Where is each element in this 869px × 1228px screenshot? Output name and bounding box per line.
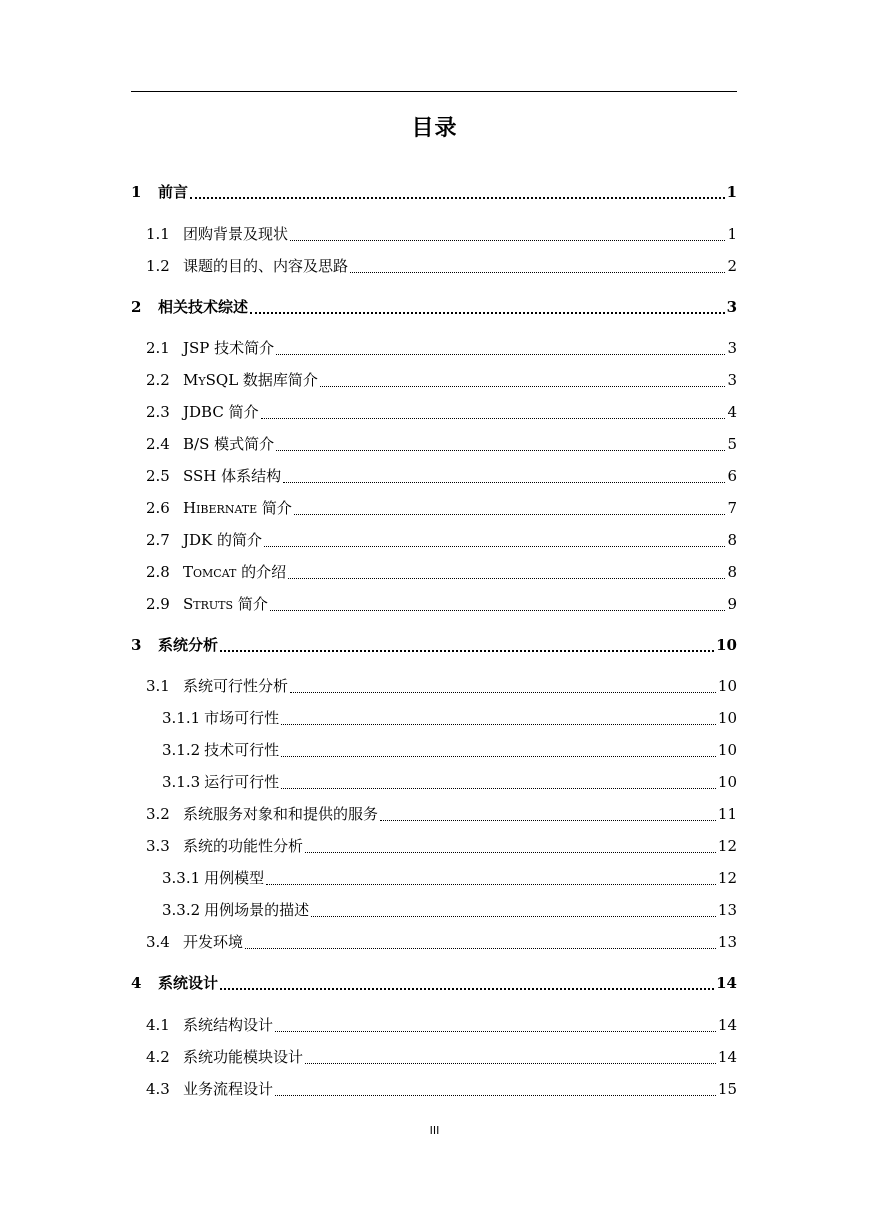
toc-entry-title: 系统服务对象和和提供的服务 — [183, 805, 379, 823]
toc-entry-page: 12 — [717, 869, 737, 887]
toc-entry-number: 2.9 — [146, 595, 170, 613]
toc-dot-leader — [250, 312, 725, 314]
toc-entry-number: 2.1 — [146, 339, 170, 357]
toc-entry-page: 10 — [716, 636, 737, 654]
toc-entry-1-1[interactable] — [146, 224, 737, 244]
toc-entry-number: 2.8 — [146, 563, 170, 581]
toc-entry-title: 运行可行性 — [204, 773, 280, 791]
toc-entry-number: 2.4 — [146, 435, 170, 453]
toc-dot-leader — [261, 418, 726, 419]
toc-entry-number: 3.1.1 — [162, 709, 201, 727]
toc-entry-page: 13 — [717, 933, 737, 951]
toc-entry-title: MySQL 数据库简介 — [183, 371, 318, 389]
toc-entry-page: 5 — [727, 435, 737, 453]
toc-entry-number: 3.2 — [146, 805, 170, 823]
toc-dot-leader — [290, 692, 716, 693]
toc-entry-title: 技术可行性 — [204, 741, 280, 759]
toc-entry-page: 14 — [716, 974, 737, 992]
toc-entry-4-2[interactable] — [146, 1047, 737, 1067]
toc-entry-page: 13 — [717, 901, 737, 919]
toc-entry-title: 用例场景的描述 — [204, 901, 310, 919]
toc-entry-title: 团购背景及现状 — [183, 225, 289, 243]
toc-entry-number: 3.4 — [146, 933, 170, 951]
toc-dot-leader — [281, 756, 716, 757]
toc-dot-leader — [320, 386, 726, 387]
toc-entry-3-1[interactable] — [146, 676, 737, 696]
toc-entry-2-7[interactable] — [146, 530, 737, 550]
toc-entry-2-8[interactable] — [146, 562, 737, 582]
toc-dot-leader — [276, 450, 725, 451]
toc-entry-page: 7 — [727, 499, 737, 517]
toc-dot-leader — [283, 482, 725, 483]
toc-entry-number: 4.1 — [146, 1016, 170, 1034]
toc-entry-page: 1 — [727, 225, 737, 243]
toc-entry-number: 2.2 — [146, 371, 170, 389]
page-number-footer: III — [429, 1124, 440, 1137]
toc-entry-page: 4 — [727, 403, 737, 421]
toc-entry-3-3-1[interactable] — [162, 868, 737, 888]
page-title: 目录 — [411, 116, 458, 141]
toc-entry-page: 3 — [727, 339, 737, 357]
toc-dot-leader — [220, 988, 714, 990]
toc-entry-page: 10 — [717, 773, 737, 791]
toc-entry-number: 3.1 — [146, 677, 170, 695]
toc-entry-number: 1.2 — [146, 257, 170, 275]
toc-entry-title: 业务流程设计 — [183, 1080, 274, 1098]
toc-dot-leader — [275, 1031, 716, 1032]
toc-entry-title: 系统结构设计 — [183, 1016, 274, 1034]
toc-entry-2-2[interactable] — [146, 370, 737, 390]
toc-entry-number: 3.1.2 — [162, 741, 201, 759]
toc-entry-3-1-2[interactable] — [162, 740, 737, 760]
toc-entry-2-6[interactable] — [146, 498, 737, 518]
toc-entry-page: 11 — [717, 805, 737, 823]
toc-entry-page: 9 — [727, 595, 737, 613]
toc-entry-number: 3.1.3 — [162, 773, 201, 791]
toc-entry-title: JSP 技术简介 — [183, 339, 275, 357]
toc-entry-page: 8 — [727, 563, 737, 581]
toc-entry-number: 1 — [131, 183, 142, 201]
toc-entry-3-1-3[interactable] — [162, 772, 737, 792]
toc-entry-title: 相关技术综述 — [158, 298, 249, 316]
toc-entry-page: 2 — [727, 257, 737, 275]
toc-entry-number: 4.3 — [146, 1080, 170, 1098]
toc-entry-page: 10 — [717, 741, 737, 759]
toc-entry-number: 3 — [131, 636, 142, 654]
toc-dot-leader — [275, 1095, 716, 1096]
toc-entry-number: 4 — [131, 974, 142, 992]
toc-dot-leader — [264, 546, 725, 547]
toc-entry-title: 系统功能模块设计 — [183, 1048, 304, 1066]
toc-entry-title: 系统设计 — [158, 974, 219, 992]
toc-entry-number: 3.3.2 — [162, 901, 201, 919]
toc-entry-page: 3 — [727, 371, 737, 389]
toc-entry-2-1[interactable] — [146, 338, 737, 358]
toc-dot-leader — [290, 240, 725, 241]
toc-entry-4-1[interactable] — [146, 1015, 737, 1035]
toc-entry-title: Struts 简介 — [183, 595, 268, 613]
toc-entry-number: 3.3.1 — [162, 869, 201, 887]
toc-entry-title: 系统的功能性分析 — [183, 837, 304, 855]
toc-entry-page: 1 — [726, 183, 737, 201]
toc-entry-3-2[interactable] — [146, 804, 737, 824]
toc-entry-3-3[interactable] — [146, 836, 737, 856]
toc-dot-leader — [266, 884, 716, 885]
toc-entry-title: 开发环境 — [183, 933, 244, 951]
toc-dot-leader — [311, 916, 716, 917]
toc-entry-number: 2.3 — [146, 403, 170, 421]
toc-entry-3-1-1[interactable] — [162, 708, 737, 728]
toc-entry-page: 6 — [727, 467, 737, 485]
toc-dot-leader — [281, 724, 716, 725]
toc-dot-leader — [350, 272, 725, 273]
toc-entry-number: 2.5 — [146, 467, 170, 485]
toc-dot-leader — [281, 788, 716, 789]
toc-entry-3-3-2[interactable] — [162, 900, 737, 920]
toc-entry-1-2[interactable] — [146, 256, 737, 276]
toc-entry-4[interactable] — [131, 973, 737, 993]
toc-entry-page: 14 — [717, 1048, 737, 1066]
toc-entry-title: SSH 体系结构 — [183, 467, 282, 485]
toc-dot-leader — [245, 948, 716, 949]
toc-entry-number: 2.7 — [146, 531, 170, 549]
toc-entry-title: Hibernate 简介 — [183, 499, 292, 517]
toc-entry-page: 10 — [717, 709, 737, 727]
toc-entry-3[interactable] — [131, 635, 737, 655]
toc-dot-leader — [305, 1063, 716, 1064]
toc-entry-3-4[interactable] — [146, 932, 737, 952]
toc-dot-leader — [294, 514, 726, 515]
toc-entry-number: 3.3 — [146, 837, 170, 855]
toc-entry-title: JDBC 简介 — [183, 403, 259, 421]
toc-entry-number: 2.6 — [146, 499, 170, 517]
toc-dot-leader — [276, 354, 725, 355]
toc-entry-title: 用例模型 — [204, 869, 265, 887]
toc-entry-title: Tomcat 的介绍 — [183, 563, 287, 581]
toc-dot-leader — [270, 610, 726, 611]
toc-entry-number: 4.2 — [146, 1048, 170, 1066]
toc-entry-1[interactable] — [131, 182, 737, 202]
toc-entry-2-4[interactable] — [146, 434, 737, 454]
toc-entry-title: 前言 — [158, 183, 189, 201]
toc-dot-leader — [288, 578, 725, 579]
toc-entry-2-9[interactable] — [146, 594, 737, 614]
toc-entry-page: 14 — [717, 1016, 737, 1034]
toc-entry-page: 3 — [726, 298, 737, 316]
toc-dot-leader — [380, 820, 716, 821]
toc-entry-2-5[interactable] — [146, 466, 737, 486]
toc-entry-title: 系统分析 — [158, 636, 219, 654]
toc-dot-leader — [220, 650, 714, 652]
toc-entry-page: 8 — [727, 531, 737, 549]
toc-entry-title: 课题的目的、内容及思路 — [183, 257, 349, 275]
toc-entry-page: 12 — [717, 837, 737, 855]
toc-entry-title: 市场可行性 — [204, 709, 280, 727]
toc-entry-2[interactable] — [131, 297, 737, 317]
toc-entry-number: 2 — [131, 298, 142, 316]
toc-entry-2-3[interactable] — [146, 402, 737, 422]
toc-entry-4-3[interactable] — [146, 1079, 737, 1099]
toc-entry-title: B/S 模式简介 — [183, 435, 275, 453]
toc-entry-page: 10 — [717, 677, 737, 695]
toc-entry-page: 15 — [717, 1080, 737, 1098]
toc-dot-leader — [305, 852, 716, 853]
toc-entry-title: 系统可行性分析 — [183, 677, 289, 695]
toc-dot-leader — [190, 197, 725, 199]
toc-entry-number: 1.1 — [146, 225, 170, 243]
toc-entry-title: JDK 的简介 — [183, 531, 263, 549]
